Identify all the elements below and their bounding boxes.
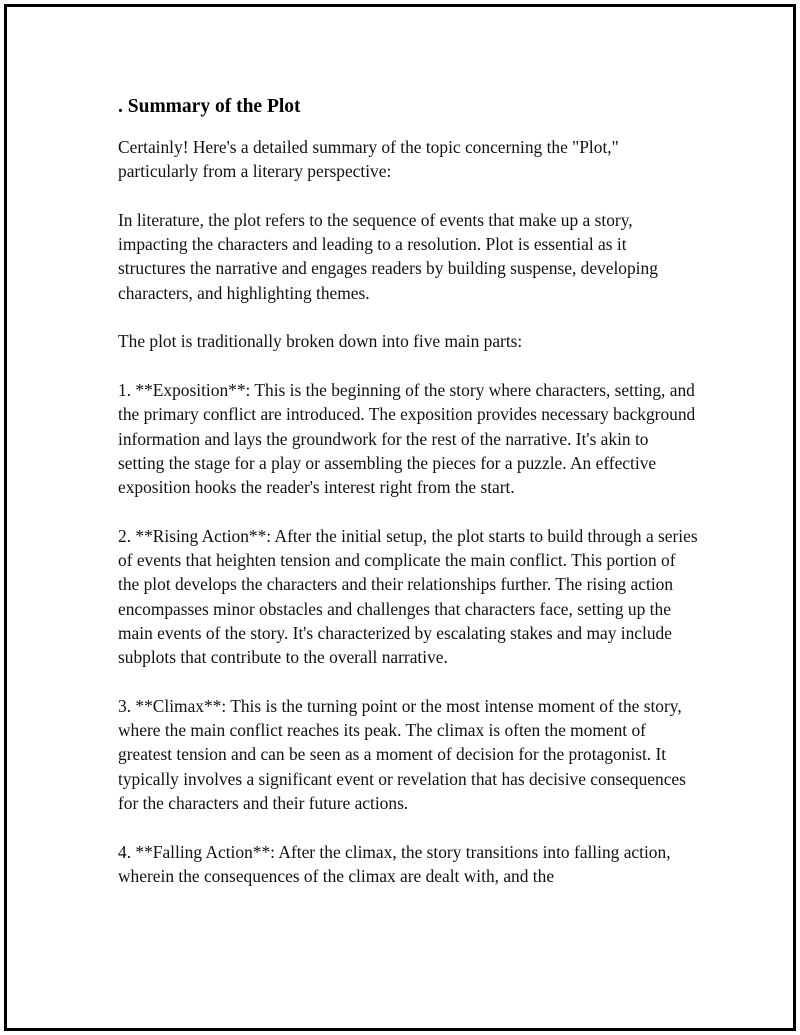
- document-body: [118, 94, 698, 913]
- paragraph-five-parts: The plot is traditionally broken down into five main parts:: [118, 331, 523, 352]
- paragraph-plot-definition: In literature, the plot refers to the sequence of events that make up a story, impacting the characters and leading to a resolution. Plot is essential as it structures the narrative and engages readers by building suspense, developing characters, and highlighting themes.: [118, 209, 658, 303]
- paragraph-intro: Certainly! Here's a detailed summary of the topic concerning the "Plot," particularly from a literary perspective:: [118, 137, 619, 182]
- paragraph-rising-action: 2. **Rising Action**: After the initial setup, the plot starts to build through a series of events that heighten tension and complicate the main conflict. This portion of the plot develops the characters and their relationships further. The rising action encompasses minor obstacles and challenges that characters face, setting up the main events of the story. It's characterized by escalating stakes and may include subplots that contribute to the overall narrative.: [118, 525, 698, 668]
- paragraph-exposition: 1. **Exposition**: This is the beginning of the story where characters, setting, and the primary conflict are introduced. The exposition provides necessary background information and lays the groundwork for the rest of the narrative. It's akin to setting the stage for a play or assembling the pieces for a puzzle. An effective exposition hooks the reader's interest right from the start.: [118, 379, 696, 498]
- paragraph-falling-action: 4. **Falling Action**: After the climax, the story transitions into falling action, wherein the consequences of the climax are dealt with, and the: [118, 841, 671, 886]
- paragraph-climax: 3. **Climax**: This is the turning point or the most intense moment of the story, where the main conflict reaches its peak. The climax is often the moment of greatest tension and can be seen as a moment of decision for the protagonist. It typically involves a significant event or revelation that has decisive consequences for the characters and their future actions.: [118, 695, 686, 814]
- section-heading: . Summary of the Plot: [118, 96, 301, 117]
